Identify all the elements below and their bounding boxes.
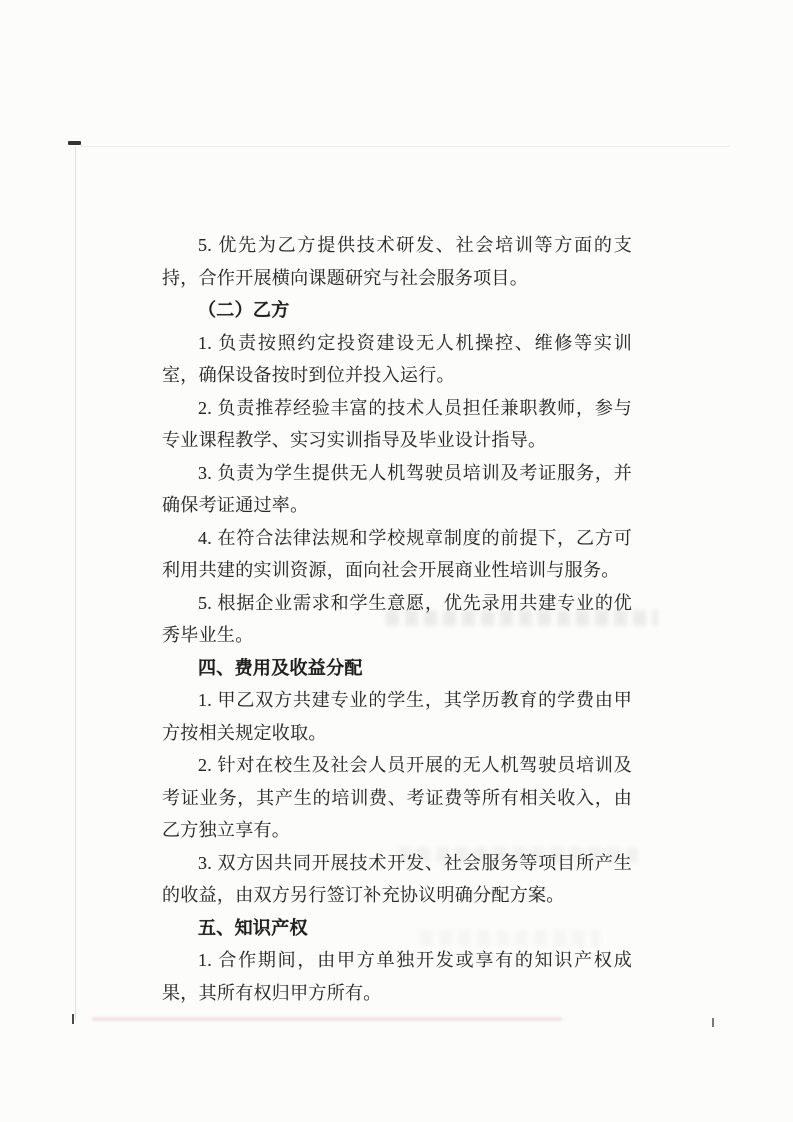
scan-tick-bottom-right (712, 1018, 714, 1027)
clause-party-b-5: 5. 根据企业需求和学生意愿，优先录用共建专业的优秀毕业生。 (162, 592, 632, 645)
clause-party-a-5: 5. 优先为乙方提供技术研发、社会培训等方面的支持，合作开展横向课题研究与社会服务项目。 (162, 235, 632, 288)
scan-tick-bottom-left (72, 1014, 74, 1024)
paper-edge-left (75, 146, 76, 1020)
clause-party-b-2: 2. 负责推荐经验丰富的技术人员担任兼职教师，参与专业课程教学、实习实训指导及毕业设计指导。 (162, 397, 632, 450)
heading-party-b: （二）乙方 (198, 300, 290, 320)
clause-fees-1: 1. 甲乙双方共建专业的学生，其学历教育的学费由甲方按相关规定收取。 (162, 690, 632, 743)
clause-party-b-1: 1. 负责按照约定投资建设无人机操控、维修等实训室，确保设备按时到位并投入运行。 (162, 332, 632, 385)
clause-party-b-4: 4. 在符合法律法规和学校规章制度的前提下，乙方可利用共建的实训资源，面向社会开展商业性培训与服务。 (162, 527, 632, 580)
clause-fees-2: 2. 针对在校生及社会人员开展的无人机驾驶员培训及考证业务，其产生的培训费、考证费等所有相关收入，由乙方独立享有。 (162, 755, 632, 840)
scan-smudge-bottom (92, 1017, 562, 1021)
contract-text-column (162, 229, 632, 1009)
heading-section-5-ip: 五、知识产权 (198, 917, 308, 938)
clause-ip-1: 1. 合作期间，由甲方单独开发或享有的知识产权成果，其所有权归甲方所有。 (162, 950, 632, 1003)
heading-section-4-fees: 四、费用及收益分配 (198, 657, 363, 678)
scan-corner-mark-top-left (68, 141, 81, 145)
clause-fees-3: 3. 双方因共同开展技术开发、社会服务等项目所产生的收益，由双方另行签订补充协议明确分配方案。 (162, 852, 632, 905)
clause-party-b-3: 3. 负责为学生提供无人机驾驶员培训及考证服务，并确保考证通过率。 (162, 462, 632, 515)
paper-edge-top (80, 146, 730, 147)
